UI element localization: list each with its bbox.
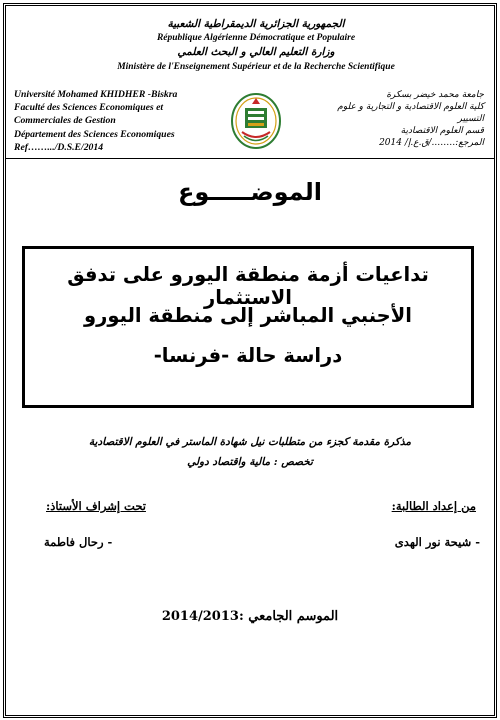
department-name-ar: قسم العلوم الاقتصادية <box>400 126 484 136</box>
university-block-ar <box>309 89 484 149</box>
university-name-fr: Université Mohamed KHIDHER -Biskra <box>14 89 178 100</box>
supervised-by-label: تحت إشراف الأستاذ: <box>46 499 146 513</box>
supervisor-name: - رحال فاطمة <box>44 535 113 549</box>
faculty-name-ar: كلية العلوم الاقتصادية و التجارية و علوم التسيير <box>337 102 484 124</box>
prepared-by-label: من إعداد الطالبة: <box>391 499 476 513</box>
faculty-name-fr-cont: Commerciales de Gestion <box>14 115 116 127</box>
student-name: - شيحة نور الهدى <box>394 535 480 549</box>
header-ministry-ar: وزارة التعليم العالي و البحث العلمي <box>177 46 335 58</box>
department-name-fr: Département des Sciences Economiques <box>14 128 175 140</box>
subject-heading: الموضـــــوع <box>177 178 323 206</box>
reference-ar: المرجع:……../ق.ع.إ/ 2014 <box>379 138 484 148</box>
thesis-title-line1: تداعيات أزمة منطقة اليورو على تدفق الاستثمار <box>67 263 429 309</box>
memo-description: مذكرة مقدمة كجزء من متطلبات نيل شهادة الماستر في العلوم الاقتصادية <box>88 436 412 448</box>
thesis-title-box <box>22 246 474 408</box>
thesis-title-line3: دراسة حالة -فرنسا- <box>153 344 343 367</box>
document-page <box>3 3 497 718</box>
reference-fr: Ref…….../D.S.E/2014 <box>14 141 104 153</box>
header-divider <box>6 158 494 159</box>
academic-year: الموسم الجامعي :2014/2013 <box>161 609 339 624</box>
thesis-title-line2: الأجنبي المباشر إلى منطقة اليورو <box>84 304 412 327</box>
university-name-ar: جامعة محمد خيضر بسكرة <box>386 90 484 100</box>
header-republic-ar: الجمهورية الجزائرية الديمقراطية الشعبية <box>167 18 345 30</box>
header-ministry-fr: Ministère de l'Enseignement Supérieur et de la Recherche Scientifique <box>117 62 395 72</box>
faculty-name-fr: Faculté des Sciences Economiques et <box>14 102 164 114</box>
memo-specialization: تخصص : مالية واقتصاد دولي <box>187 456 313 468</box>
university-block-fr <box>14 88 224 154</box>
header-republic-fr: République Algérienne Démocratique et Populaire <box>156 33 356 43</box>
university-logo-icon <box>230 90 282 150</box>
